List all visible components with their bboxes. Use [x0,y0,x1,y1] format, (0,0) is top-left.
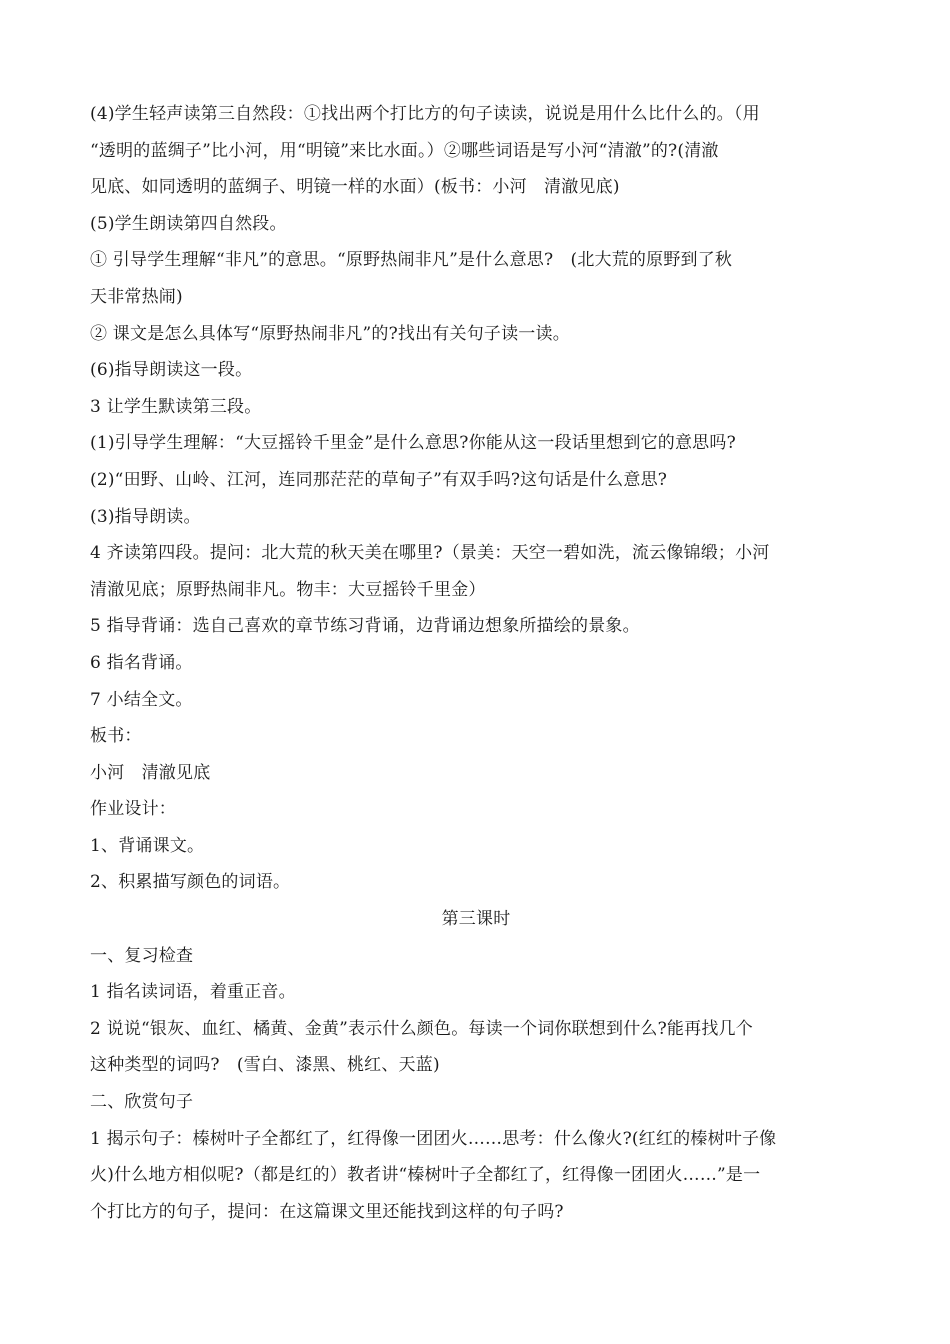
text-line: (4)学生轻声读第三自然段：①找出两个打比方的句子读读，说说是用什么比什么的。（用 [90,104,760,124]
text-line: (1)引导学生理解：“大豆摇铃千里金”是什么意思?你能从这一段话里想到它的意思吗? [90,433,736,454]
text-line: 5 指导背诵：选自己喜欢的章节练习背诵，边背诵边想象所描绘的景象。 [90,616,640,637]
text-line: 1、背诵课文。 [90,835,205,856]
text-line: (6)指导朗读这一段。 [90,360,253,381]
text-line: 7 小结全文。 [90,689,193,710]
text-line: 一、复习检查 [90,945,194,966]
text-line: 1 揭示句子：榛树叶子全都红了，红得像一团团火……思考：什么像火?(红红的榛树叶子像 [90,1128,777,1149]
text-line: 二、欣赏句子 [90,1092,194,1113]
text-line: 作业设计： [90,799,176,820]
text-line: 见底、如同透明的蓝绸子、明镜一样的水面）(板书：小河 清澈见底) [90,177,620,198]
document-page [90,96,862,1230]
text-line: 3 让学生默读第三段。 [90,396,262,417]
text-line: (3)指导朗读。 [90,506,201,527]
text-line: 小河 清澈见底 [90,762,211,783]
section-heading: 第三课时 [441,909,511,930]
text-line: (5)学生朗读第四自然段。 [90,213,287,234]
text-line: ① 引导学生理解“非凡”的意思。“原野热闹非凡”是什么意思? (北大荒的原野到了秋 [90,250,733,271]
text-line: 1 指名读词语，着重正音。 [90,982,296,1003]
text-line: 火)什么地方相似呢?（都是红的）教者讲“榛树叶子全都红了，红得像一团团火……”是一 [90,1165,761,1186]
text-line: 2 说说“银灰、血红、橘黄、金黄”表示什么颜色。每读一个词你联想到什么?能再找几个 [90,1018,753,1039]
text-line: 清澈见底；原野热闹非凡。物丰：大豆摇铃千里金） [90,579,486,600]
text-line: “透明的蓝绸子”比小河，用“明镜”来比水面。）②哪些词语是写小河“清澈”的?(清澈 [90,140,719,161]
text-line: 板书： [90,726,142,747]
text-line: 6 指名背诵。 [90,652,193,673]
text-line: 天非常热闹) [90,286,183,307]
text-line: ② 课文是怎么具体写“原野热闹非凡”的?找出有关句子读一读。 [90,323,570,344]
text-line: 2、积累描写颜色的词语。 [90,872,291,893]
text-line: 4 齐读第四段。提问：北大荒的秋天美在哪里?（景美：天空一碧如洗，流云像锦缎；小河 [90,543,770,564]
text-line: 这种类型的词吗? (雪白、漆黑、桃红、天蓝) [90,1055,440,1076]
text-line: 个打比方的句子，提问：在这篇课文里还能找到这样的句子吗? [90,1201,564,1222]
text-line: (2)“田野、山岭、江河，连同那茫茫的草甸子”有双手吗?这句话是什么意思? [90,469,668,490]
